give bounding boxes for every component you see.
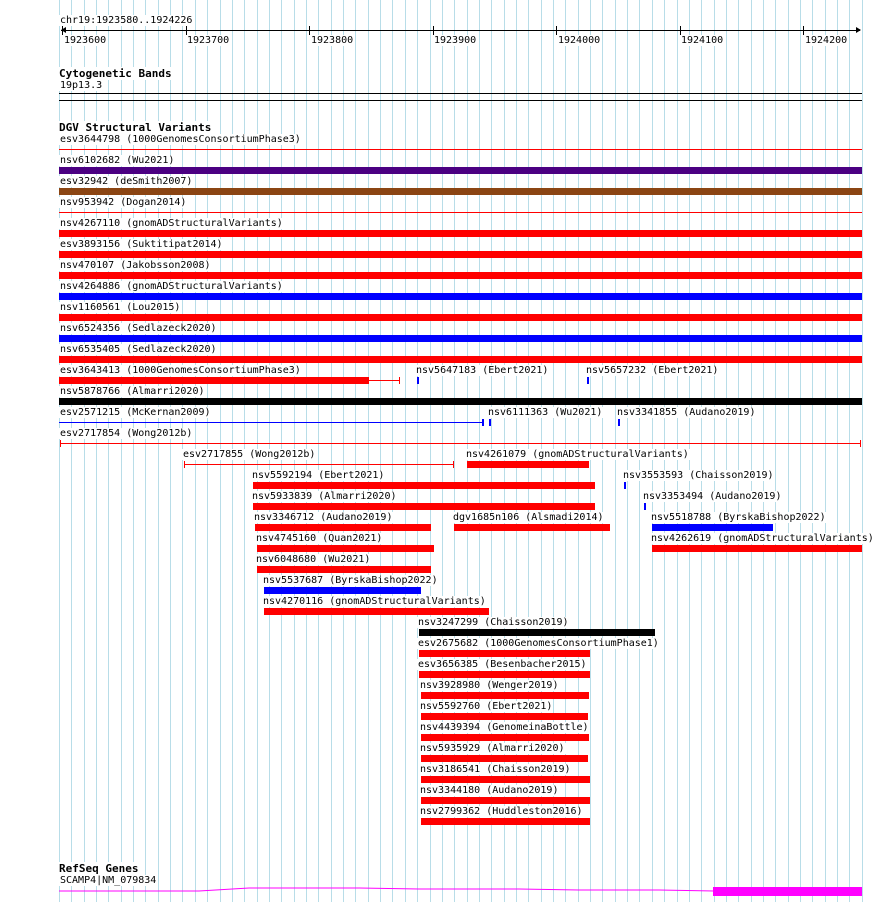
feature-glyph[interactable] [59,167,862,174]
feature-label[interactable]: esv3656385 (Besenbacher2015) [418,659,587,670]
feature-label[interactable]: esv2675682 (1000GenomesConsortiumPhase1) [418,638,659,649]
feature-label[interactable]: nsv2799362 (Huddleston2016) [420,806,583,817]
feature-glyph[interactable] [59,212,862,213]
feature-glyph[interactable] [60,440,61,447]
feature-label[interactable]: nsv5647183 (Ebert2021) [416,365,549,376]
ruler-tick [556,26,557,35]
feature-glyph[interactable] [453,461,454,468]
feature-label[interactable]: nsv5657232 (Ebert2021) [586,365,719,376]
feature-label[interactable]: nsv5537687 (ByrskaBishop2022) [263,575,438,586]
feature-glyph[interactable] [264,608,489,615]
feature-label[interactable]: nsv6524356 (Sedlazeck2020) [60,323,217,334]
feature-label[interactable]: esv3893156 (Suktitipat2014) [60,239,223,250]
ruler-label: 1923900 [434,35,477,46]
feature-label[interactable]: esv32942 (deSmith2007) [60,176,193,187]
ruler-tick [309,26,310,35]
feature-glyph[interactable] [652,524,773,531]
feature-label[interactable]: nsv3247299 (Chaisson2019) [418,617,569,628]
gene-exon[interactable] [713,887,862,896]
feature-glyph[interactable] [467,461,589,468]
feature-label[interactable]: nsv6111363 (Wu2021) [488,407,603,418]
feature-glyph[interactable] [618,419,620,426]
cytoband-line-bottom [59,100,862,101]
feature-glyph[interactable] [257,545,434,552]
feature-glyph[interactable] [253,503,595,510]
dgv-track-title: DGV Structural Variants [59,121,212,134]
feature-glyph[interactable] [421,797,590,804]
feature-label[interactable]: nsv953942 (Dogan2014) [60,197,187,208]
feature-label[interactable]: nsv3344180 (Audano2019) [420,785,559,796]
feature-glyph[interactable] [255,524,431,531]
feature-label[interactable]: nsv4439394 (GenomeinaBottle) [420,722,589,733]
ruler-label: 1923700 [187,35,230,46]
feature-label[interactable]: esv2571215 (McKernan2009) [60,407,211,418]
feature-glyph[interactable] [59,314,862,321]
feature-label[interactable]: nsv3928980 (Wenger2019) [420,680,559,691]
feature-glyph[interactable] [860,440,861,447]
feature-label[interactable]: nsv4264886 (gnomADStructuralVariants) [60,281,283,292]
feature-label[interactable]: nsv4261079 (gnomADStructuralVariants) [466,449,689,460]
ruler-label: 1924200 [805,35,848,46]
feature-glyph[interactable] [59,398,862,405]
feature-glyph[interactable] [60,443,861,444]
ruler-tick [680,26,681,35]
feature-label[interactable]: nsv470107 (Jakobsson2008) [60,260,211,271]
feature-label[interactable]: esv2717854 (Wong2012b) [60,428,193,439]
feature-glyph[interactable] [419,629,655,636]
feature-label[interactable]: nsv4270116 (gnomADStructuralVariants) [263,596,486,607]
ruler-right-arrow-icon [856,27,861,33]
feature-glyph[interactable] [184,464,454,465]
feature-glyph[interactable] [417,377,419,384]
feature-label[interactable]: nsv6535405 (Sedlazeck2020) [60,344,217,355]
feature-glyph[interactable] [399,377,400,384]
feature-label[interactable]: nsv4262619 (gnomADStructuralVariants) [651,533,874,544]
feature-label[interactable]: nsv5933839 (Almarri2020) [252,491,397,502]
gene-label[interactable]: SCAMP4|NM_079834 [60,875,157,886]
feature-glyph[interactable] [421,713,588,720]
feature-glyph[interactable] [421,692,589,699]
feature-glyph[interactable] [59,272,862,279]
feature-glyph[interactable] [421,755,588,762]
feature-glyph[interactable] [421,818,590,825]
feature-glyph[interactable] [489,419,491,426]
feature-glyph[interactable] [59,377,369,384]
feature-glyph[interactable] [454,524,610,531]
feature-label[interactable]: nsv5935929 (Almarri2020) [420,743,565,754]
feature-label[interactable]: nsv4267110 (gnomADStructuralVariants) [60,218,283,229]
feature-glyph[interactable] [257,566,431,573]
feature-label[interactable]: nsv6048680 (Wu2021) [256,554,371,565]
feature-label[interactable]: nsv3353494 (Audano2019) [643,491,782,502]
ruler-label: 1923800 [311,35,354,46]
feature-label[interactable]: nsv5592194 (Ebert2021) [252,470,385,481]
feature-label[interactable]: nsv1160561 (Lou2015) [60,302,181,313]
feature-label[interactable]: dgv1685n106 (Alsmadi2014) [453,512,604,523]
ruler-label: 1924100 [681,35,724,46]
feature-glyph[interactable] [59,188,862,195]
feature-glyph[interactable] [264,587,421,594]
ruler-line [61,30,860,31]
ruler-label: 1923600 [64,35,107,46]
feature-glyph[interactable] [59,293,862,300]
feature-glyph[interactable] [59,422,483,423]
feature-label[interactable]: nsv5878766 (Almarri2020) [60,386,205,397]
cytoband-label: 19p13.3 [60,80,103,91]
feature-glyph[interactable] [419,671,590,678]
ruler-label: 1924000 [558,35,601,46]
feature-glyph[interactable] [587,377,589,384]
feature-label[interactable]: nsv5592760 (Ebert2021) [420,701,553,712]
feature-glyph[interactable] [421,776,590,783]
feature-label[interactable]: esv3644798 (1000GenomesConsortiumPhase3) [60,134,301,145]
position-label: chr19:1923580..1924226 [60,15,193,26]
feature-label[interactable]: nsv3346712 (Audano2019) [254,512,393,523]
feature-label[interactable]: nsv6102682 (Wu2021) [60,155,175,166]
feature-glyph[interactable] [59,251,862,258]
feature-glyph[interactable] [59,230,862,237]
gene-intron-line[interactable] [59,884,719,894]
feature-glyph[interactable] [369,380,400,381]
feature-glyph[interactable] [419,650,590,657]
ruler-tick [803,26,804,35]
ruler-tick [186,26,187,35]
feature-glyph[interactable] [644,503,646,510]
feature-glyph[interactable] [253,482,595,489]
cytoband-line-top [59,93,862,94]
ruler-tick [62,26,63,35]
cytoband-track-title: Cytogenetic Bands [59,67,172,80]
feature-label[interactable]: nsv3341855 (Audano2019) [617,407,756,418]
feature-glyph[interactable] [652,545,862,552]
feature-label[interactable]: esv2717855 (Wong2012b) [183,449,316,460]
feature-glyph[interactable] [624,482,626,489]
ruler-tick [433,26,434,35]
feature-glyph[interactable] [59,335,862,342]
refseq-track-title: RefSeq Genes [59,862,139,875]
feature-label[interactable]: nsv5518788 (ByrskaBishop2022) [651,512,826,523]
feature-glyph[interactable] [59,356,862,363]
feature-glyph[interactable] [482,419,484,426]
feature-label[interactable]: nsv3186541 (Chaisson2019) [420,764,571,775]
feature-glyph[interactable] [59,149,862,150]
feature-glyph[interactable] [184,461,185,468]
feature-label[interactable]: esv3643413 (1000GenomesConsortiumPhase3) [60,365,301,376]
feature-label[interactable]: nsv4745160 (Quan2021) [256,533,383,544]
feature-label[interactable]: nsv3553593 (Chaisson2019) [623,470,774,481]
feature-glyph[interactable] [421,734,589,741]
